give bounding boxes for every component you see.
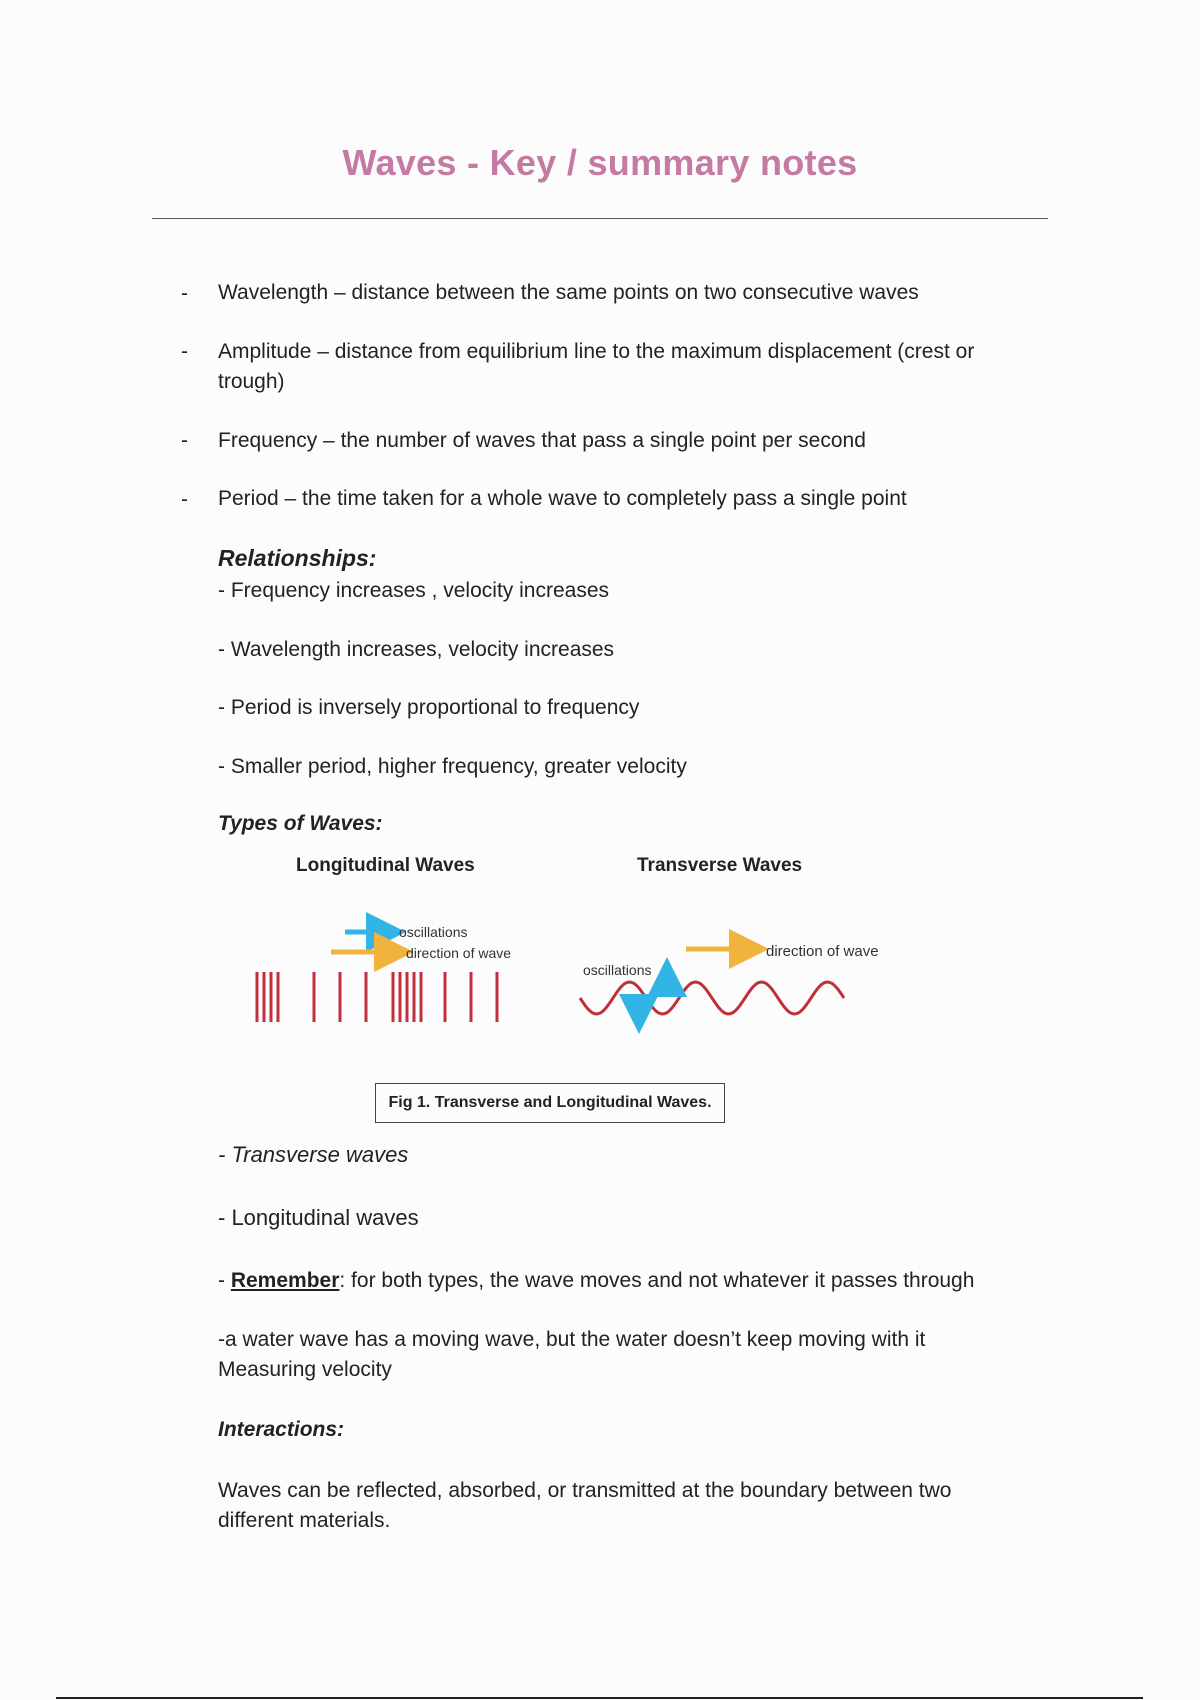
definition-dash: - bbox=[181, 282, 188, 305]
title-divider bbox=[152, 218, 1048, 219]
water-wave-line: -a water wave has a moving wave, but the water doesn’t keep moving with it bbox=[218, 1328, 926, 1351]
longitudinal-wave-lines bbox=[257, 972, 497, 1022]
relationship-item: - Frequency increases , velocity increases bbox=[218, 579, 609, 602]
definition-dash: - bbox=[181, 340, 188, 363]
definition-amplitude: Amplitude – distance from equilibrium line to the maximum displacement (crest or trough) bbox=[218, 340, 975, 393]
definition-dash: - bbox=[181, 488, 188, 511]
page-title: Waves - Key / summary notes bbox=[342, 142, 858, 183]
relationship-item: - Smaller period, higher frequency, greater velocity bbox=[218, 755, 687, 778]
definition-wavelength: Wavelength – distance between the same points on two consecutive waves bbox=[218, 281, 919, 304]
relationships-heading: Relationships: bbox=[218, 545, 377, 571]
longitudinal-oscillations-text: oscillations bbox=[399, 924, 468, 940]
remember-keyword: Remember bbox=[230, 1269, 340, 1292]
relationship-item: - Period is inversely proportional to frequency bbox=[218, 696, 640, 719]
definition-dash: - bbox=[181, 429, 188, 452]
measuring-velocity-line: Measuring velocity bbox=[218, 1358, 392, 1381]
remember-line bbox=[218, 1266, 1048, 1296]
transverse-direction-text: direction of wave bbox=[766, 943, 879, 960]
transverse-waves-item: - Transverse waves bbox=[218, 1142, 409, 1167]
definition-frequency: Frequency – the number of waves that pass a single point per second bbox=[218, 429, 866, 452]
relationship-item: - Wavelength increases, velocity increases bbox=[218, 638, 615, 661]
types-heading: Types of Waves: bbox=[218, 812, 383, 835]
interactions-text: Waves can be reflected, absorbed, or transmitted at the boundary between two different materials. bbox=[218, 1479, 952, 1532]
remember-text: : for both types, the wave moves and not whatever it passes through bbox=[339, 1269, 975, 1292]
transverse-oscillations-text: oscillations bbox=[583, 962, 652, 978]
longitudinal-direction-text: direction of wave bbox=[406, 945, 512, 961]
figure-caption: Fig 1. Transverse and Longitudinal Waves. bbox=[375, 1083, 725, 1123]
transverse-label: Transverse Waves bbox=[637, 855, 803, 876]
transverse-wave-line bbox=[580, 982, 844, 1014]
interactions-heading: Interactions: bbox=[218, 1418, 345, 1441]
page-bottom-rule bbox=[56, 1697, 1143, 1699]
longitudinal-waves-item: - Longitudinal waves bbox=[218, 1205, 419, 1230]
longitudinal-label: Longitudinal Waves bbox=[296, 855, 475, 876]
definition-period: Period – the time taken for a whole wave to completely pass a single point bbox=[218, 487, 907, 510]
remember-prefix: - bbox=[218, 1269, 231, 1292]
